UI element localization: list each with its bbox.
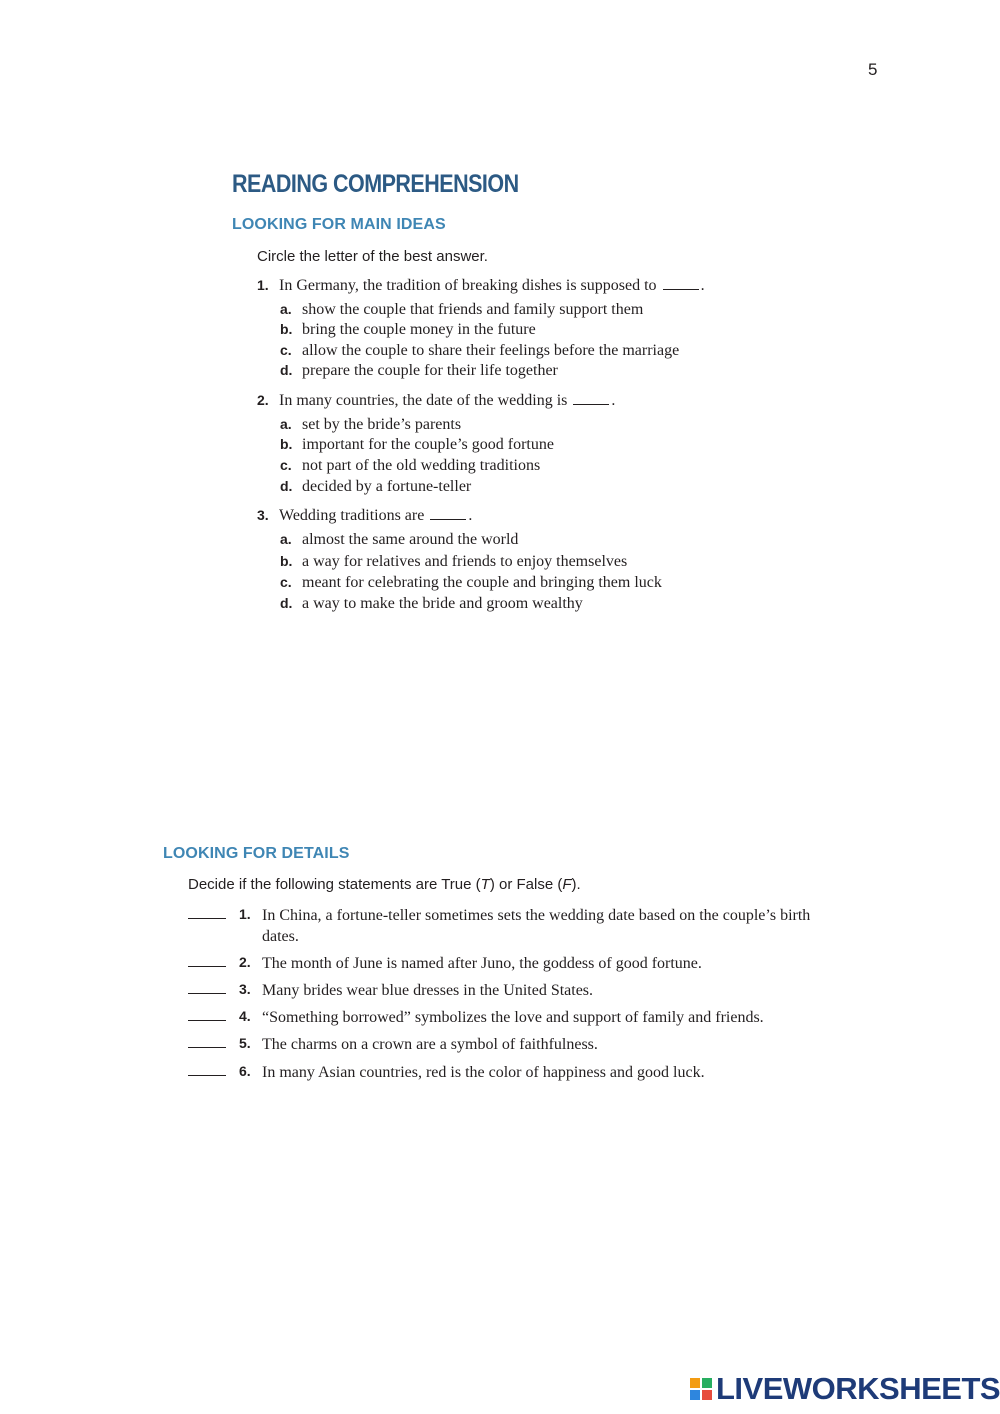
answer-line-2[interactable] [188,966,226,967]
statement-text-2: The month of June is named after Juno, the goddess of good fortune. [262,955,702,972]
answer-blank[interactable] [573,393,609,405]
details-heading: LOOKING FOR DETAILS [163,845,350,862]
option-3c[interactable] [280,574,662,592]
statement-text-1: In China, a fortune-teller sometimes sets the wedding date based on the couple’s birth dates. [262,907,811,945]
option-text: a way for relatives and friends to enjoy themselves [302,553,628,570]
option-letter: b. [280,553,293,569]
option-2b[interactable] [280,436,554,454]
option-text: a way to make the bride and groom wealthy [302,595,583,612]
statement-text-5: The charms on a crown are a symbol of faithfulness. [262,1036,598,1053]
statement-number-4: 4. [239,1008,251,1024]
option-text: bring the couple money in the future [302,321,536,338]
option-text: not part of the old wedding traditions [302,457,541,474]
details-instruction: Decide if the following statements are True (T) or False (F). [188,876,581,893]
statement-number-1: 1. [239,906,251,922]
logo-square [702,1378,712,1388]
option-letter: a. [280,301,292,317]
option-letter: c. [280,457,292,473]
option-letter: d. [280,478,293,494]
question-number: 3. [257,507,269,523]
option-letter: b. [280,436,293,452]
option-letter: c. [280,342,292,358]
option-letter: b. [280,321,293,337]
option-text: almost the same around the world [302,531,519,548]
liveworksheets-text: LIVEWORKSHEETS [716,1371,1000,1406]
answer-line-4[interactable] [188,1020,226,1021]
option-1a[interactable] [280,301,643,319]
question-number: 2. [257,392,269,408]
option-text: decided by a fortune-teller [302,478,472,495]
option-letter: d. [280,362,293,378]
question-stem-end: . [468,507,473,524]
statement-number-6: 6. [239,1063,251,1079]
statement-number-2: 2. [239,954,251,970]
option-letter: d. [280,595,293,611]
option-3d[interactable] [280,595,583,613]
option-3a[interactable] [280,531,518,549]
page-number: 5 [868,60,878,79]
option-3b[interactable] [280,553,627,571]
option-text: show the couple that friends and family support them [302,301,644,318]
option-1d[interactable] [280,362,558,380]
option-text: important for the couple’s good fortune [302,436,554,453]
question-3 [257,507,472,525]
question-stem-end: . [700,277,705,294]
logo-square [690,1390,700,1400]
option-1b[interactable] [280,321,536,339]
logo-square [690,1378,700,1388]
statement-text-4: “Something borrowed” symbolizes the love and support of family and friends. [262,1009,764,1026]
answer-blank[interactable] [430,508,466,520]
statement-number-3: 3. [239,981,251,997]
logo-square [702,1390,712,1400]
question-2 [257,392,615,410]
answer-blank[interactable] [663,278,699,290]
question-stem: In Germany, the tradition of breaking dishes is supposed to [279,277,657,294]
question-1 [257,277,705,295]
option-2c[interactable] [280,457,540,475]
option-1c[interactable] [280,342,679,360]
option-text: set by the bride’s parents [302,416,462,433]
option-letter: a. [280,416,292,432]
question-stem: Wedding traditions are [279,507,425,524]
question-stem: In many countries, the date of the wedding is [279,392,568,409]
option-text: meant for celebrating the couple and bringing them luck [302,574,662,591]
statement-text-3: Many brides wear blue dresses in the United States. [262,982,594,999]
statement-text-6: In many Asian countries, red is the color of happiness and good luck. [262,1064,705,1081]
option-letter: c. [280,574,292,590]
option-2d[interactable] [280,478,471,496]
answer-line-1[interactable] [188,918,226,919]
option-text: prepare the couple for their life together [302,362,558,379]
liveworksheets-logo-icon [690,1378,712,1400]
liveworksheets-brand[interactable] [690,1371,1000,1407]
option-2a[interactable] [280,416,461,434]
answer-line-3[interactable] [188,993,226,994]
option-letter: a. [280,531,292,547]
statement-number-5: 5. [239,1035,251,1051]
section-title: READING COMPREHENSION [232,170,519,198]
answer-line-5[interactable] [188,1047,226,1048]
main-ideas-heading: LOOKING FOR MAIN IDEAS [232,216,446,233]
main-ideas-instruction: Circle the letter of the best answer. [257,248,488,265]
answer-line-6[interactable] [188,1075,226,1076]
question-stem-end: . [611,392,616,409]
option-text: allow the couple to share their feelings before the marriage [302,342,680,359]
question-number: 1. [257,277,269,293]
